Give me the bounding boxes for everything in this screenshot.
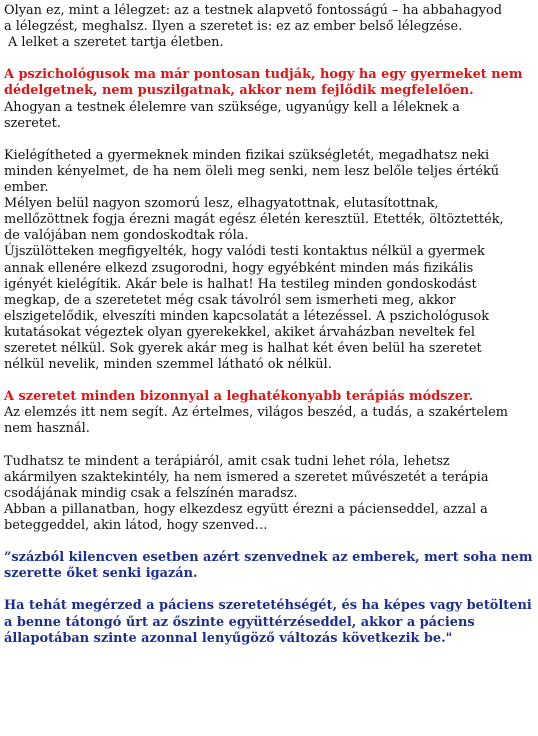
paragraph-therapy-knowledge (4, 454, 534, 502)
red-heading-1 (4, 67, 534, 99)
text-line: a lélegzést, meghalsz. Ilyen a szeretet is: ez az ember belső lélegzése. (4, 19, 463, 35)
text-line: A pszichológusok ma már pontosan tudják, hogy ha egy gyermeket nem (4, 67, 523, 83)
text-line: akármilyen szaktekintély, ha nem ismered a szeretet művészetét a terápia (4, 469, 489, 485)
text-line: Az elemzés itt nem segít. Az értelmes, világos beszéd, a tudás, a szakértelem (4, 405, 508, 421)
text-line: annak ellenére elkezd zsugorodni, hogy egyébként minden más fizikális (4, 260, 474, 276)
text-line: a benne tátongó űrt az őszinte együttérzéseddel, akkor a páciens (4, 614, 475, 630)
text-line: dédelgetnek, nem puszilgatnak, akkor nem fejlődik megfelelően. (4, 83, 474, 99)
paragraph-food-for-soul (4, 100, 534, 132)
intro-paragraph (4, 3, 534, 51)
text-line: Újszülötteken megfigyelték, hogy valódi testi kontaktus nélkül a gyermek (4, 244, 485, 260)
text-line: Kielégítheted a gyermeknek minden fizikai szükségletét, megadhatsz neki (4, 147, 490, 163)
text-line: de valójában nem gondoskodtak róla. (4, 228, 249, 244)
paragraph-gap (4, 51, 534, 67)
text-line: megkap, de a szeretetet még csak távolról sem ismerheti meg, akkor (4, 292, 456, 308)
text-line: Mélyen belül nagyon szomorú lesz, elhagyatottnak, elutasítottnak, (4, 196, 439, 212)
text-line: Abban a pillanatban, hogy elkezdesz együtt érezni a pácienseddel, azzal a (4, 501, 488, 517)
text-line: mellőzöttnek fogja érezni magát egész életén keresztül. Etették, öltöztették, (4, 212, 504, 228)
text-line: szeretet nélkül. Sok gyerek akár meg is halhat két éven belül ha szeretet (4, 340, 482, 356)
text-line: nélkül nevelik, minden szemmel látható ok nélkül. (4, 357, 332, 373)
text-line: csodájának mindig csak a felszínén maradsz. (4, 485, 298, 501)
text-line: beteggeddel, akin látod, hogy szenved… (4, 518, 268, 533)
text-line: állapotában szinte azonnal lenyűgöző változás következik be." (4, 630, 453, 646)
text-line: ”százból kilencven esetben azért szenvednek az emberek, mert soha nem (4, 550, 533, 566)
paragraph-gap (4, 438, 534, 454)
text-line: ember. (4, 180, 49, 196)
paragraph-physical-needs (4, 148, 534, 196)
text-line: elszigetelődik, elveszíti minden kapcsolatát a létezéssel. A pszichológusok (4, 308, 490, 324)
text-line: Tudhatsz te mindent a terápiáról, amit csak tudni lehet róla, lehetsz (4, 453, 450, 469)
paragraph-newborns (4, 244, 534, 373)
text-line: Olyan ez, mint a lélegzet: az a testnek alapvető fontosságú – ha abbahagyod (4, 3, 503, 18)
text-line: Ahogyan a testnek élelemre van szüksége, ugyanúgy kell a léleknek a (4, 99, 460, 115)
paragraph-gap (4, 582, 534, 598)
paragraph-gap (4, 373, 534, 389)
document-body (4, 3, 534, 647)
text-line: A lelket a szeretet tartja életben. (8, 35, 224, 51)
paragraph-gap (4, 534, 534, 550)
text-line: Ha tehát megérzed a páciens szeretetéhségét, és ha képes vagy betölteni (4, 598, 532, 614)
text-line: A szeretet minden bizonnyal a leghatékonyabb terápiás módszer. (4, 389, 474, 405)
text-line: kutatásokat végeztek olyan gyerekekkel, akiket árvaházban neveltek fel (4, 324, 475, 340)
paragraph-empathy (4, 502, 534, 534)
text-line: igényét kielégítik. Akár bele is halhat! Ha testileg minden gondoskodást (4, 276, 477, 292)
red-heading-2 (4, 389, 534, 405)
text-line: szerette őket senki igazán. (4, 566, 198, 582)
text-line: szeretet. (4, 115, 61, 131)
blue-quote-1 (4, 550, 534, 582)
text-line: nem használ. (4, 421, 90, 437)
blue-quote-2 (4, 598, 534, 646)
paragraph-analysis (4, 405, 534, 437)
paragraph-sadness (4, 196, 534, 244)
text-line: minden kényelmet, de ha nem öleli meg senki, nem lesz belőle teljes értékű (4, 163, 500, 179)
paragraph-gap (4, 132, 534, 148)
